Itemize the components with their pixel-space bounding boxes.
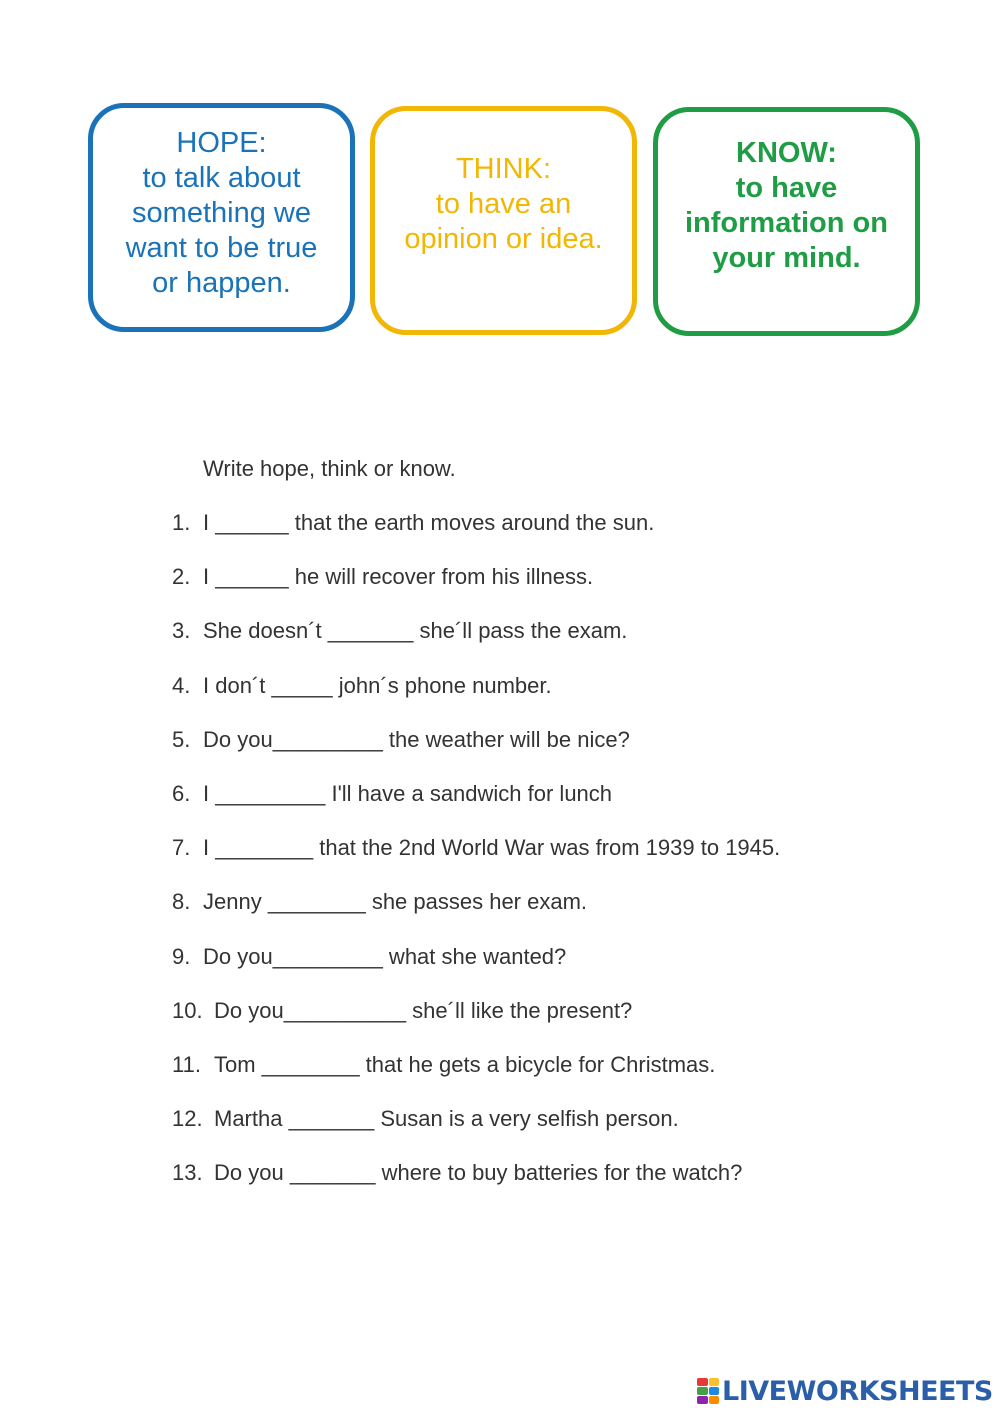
item-sentence: Martha _______ Susan is a very selfish person. (214, 1106, 679, 1132)
hope-card-line: to talk about (142, 162, 301, 194)
item-sentence: Jenny ________ she passes her exam. (203, 889, 588, 915)
think-definition-card (370, 106, 637, 335)
know-card-line: to have (735, 171, 838, 204)
hope-card-line: something we (132, 197, 311, 229)
exercise-item-13 (172, 1160, 780, 1214)
instruction-text: Write hope, think or know. (203, 456, 456, 481)
item-sentence: Do you__________ she´ll like the present? (214, 997, 633, 1023)
know-card-text (685, 136, 888, 308)
logo-block (709, 1378, 720, 1386)
exercise-item-2 (172, 564, 780, 618)
hope-card-line: want to be true (125, 232, 318, 264)
think-card-text (404, 152, 602, 289)
item-sentence: I ______ he will recover from his illness. (203, 564, 594, 590)
exercise-item-9 (172, 944, 780, 998)
exercise-item-5 (172, 727, 780, 781)
know-card-line: your mind. (712, 241, 861, 274)
item-sentence: Do you _______ where to buy batteries for the watch? (214, 1160, 743, 1186)
item-sentence: Do you_________ the weather will be nice? (203, 726, 630, 752)
exercise-item-12 (172, 1106, 780, 1160)
item-number: 13. (172, 1160, 203, 1186)
item-number: 9. (172, 943, 191, 969)
exercise-item-8 (172, 889, 780, 943)
logo-block (709, 1396, 720, 1404)
logo-text: LIVEWORKSHEETS (722, 1375, 993, 1407)
item-number: 4. (172, 672, 191, 698)
item-number: 10. (172, 997, 203, 1023)
item-number: 5. (172, 726, 191, 752)
item-sentence: I _________ I'll have a sandwich for lunch (203, 780, 613, 806)
item-number: 11. (172, 1051, 201, 1077)
item-number: 3. (172, 618, 191, 644)
hope-card-title: HOPE: (176, 127, 267, 159)
hope-definition-card (88, 103, 355, 332)
exercise-item-3 (172, 618, 780, 672)
liveworksheets-logo (697, 1376, 993, 1406)
think-card-line: opinion or idea. (404, 223, 603, 255)
know-card-title: KNOW: (736, 136, 837, 169)
item-number: 12. (172, 1106, 203, 1132)
item-sentence: I ______ that the earth moves around the sun. (203, 510, 655, 535)
item-number: 1. (172, 510, 191, 535)
exercise-item-1 (172, 510, 780, 564)
exercise-item-10 (172, 998, 780, 1052)
logo-block (697, 1387, 708, 1395)
hope-card-text (126, 126, 318, 309)
item-number: 2. (172, 564, 191, 590)
exercise-item-6 (172, 781, 780, 835)
exercise-item-4 (172, 673, 780, 727)
exercise-item-11 (172, 1052, 780, 1106)
think-card-line: to have an (435, 188, 572, 220)
think-card-title: THINK: (455, 153, 552, 185)
logo-block (709, 1387, 720, 1395)
know-card-line: information on (685, 206, 888, 239)
item-sentence: I ________ that the 2nd World War was from 1939 to 1945. (203, 835, 781, 861)
logo-block (697, 1378, 708, 1386)
item-number: 6. (172, 780, 191, 806)
exercise-item-7 (172, 835, 780, 889)
logo-block (697, 1396, 708, 1404)
item-sentence: I don´t _____ john´s phone number. (203, 672, 552, 698)
item-number: 8. (172, 889, 191, 915)
item-sentence: She doesn´t _______ she´ll pass the exam. (203, 618, 628, 644)
liveworksheets-logo-icon (697, 1378, 719, 1404)
exercise-list (172, 510, 780, 1214)
know-definition-card (653, 107, 920, 336)
item-sentence: Do you_________ what she wanted? (203, 943, 567, 969)
item-sentence: Tom ________ that he gets a bicycle for Christmas. (214, 1051, 716, 1077)
hope-card-line: or happen. (152, 267, 291, 299)
item-number: 7. (172, 835, 191, 861)
